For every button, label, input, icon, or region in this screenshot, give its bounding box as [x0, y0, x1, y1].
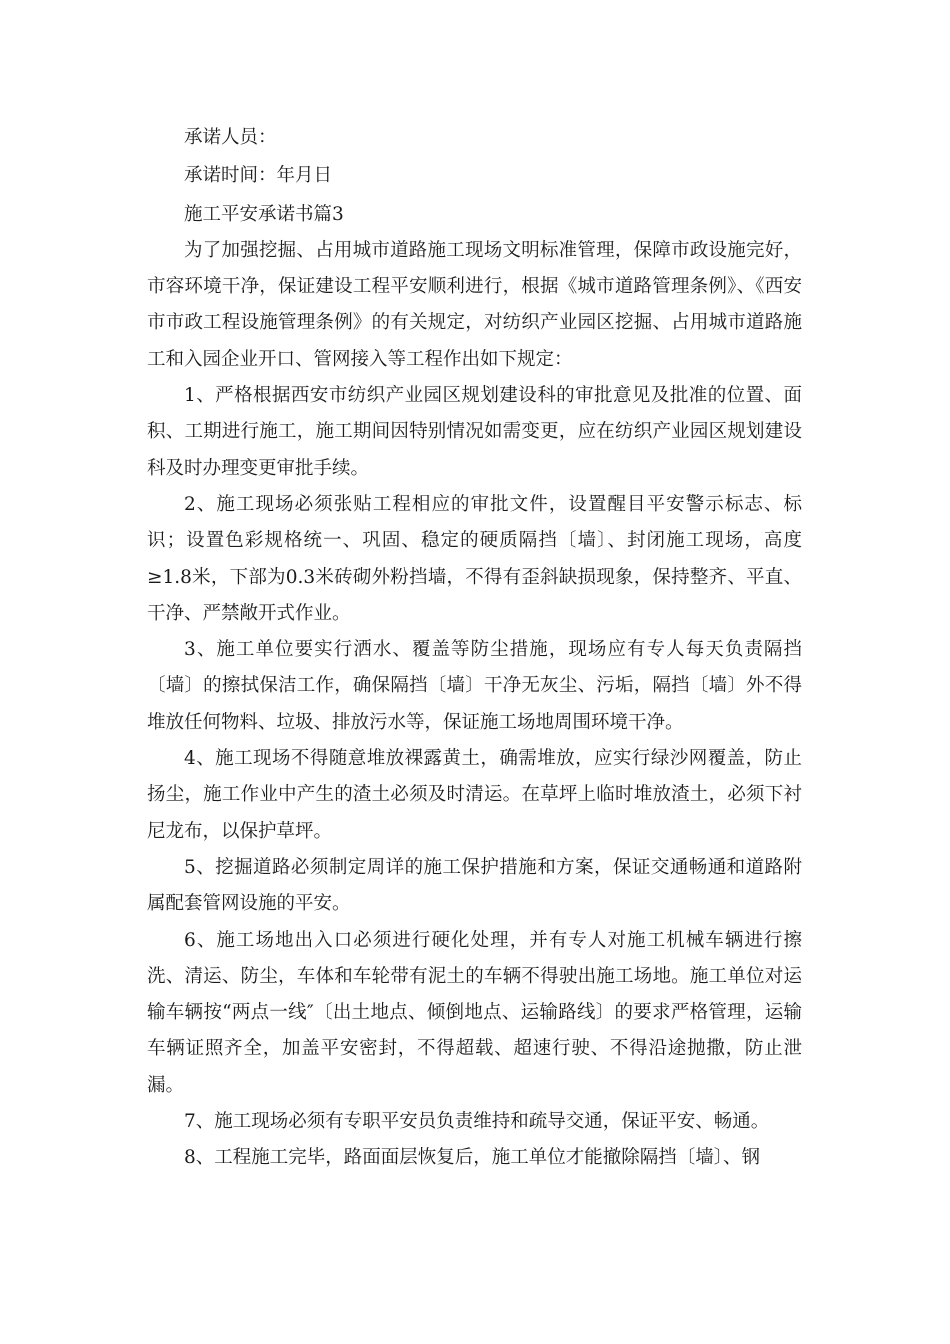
rule-item-5: 5、挖掘道路必须制定周详的施工保护措施和方案，保证交通畅通和道路附属配套管网设施的平安。: [147, 856, 802, 915]
rule-item-3: 3、施工单位要实行洒水、覆盖等防尘措施，现场应有专人每天负责隔挡〔墙〕的擦拭保洁工作，确保隔挡〔墙〕干净无灰尘、污垢，隔挡〔墙〕外不得堆放任何物料、垃圾、排放污水等，保证施工场地周围环境干净。: [147, 639, 802, 733]
signer-line: 承诺人员：: [184, 127, 277, 148]
rule-item-6: 6、施工场地出入口必须进行硬化处理，并有专人对施工机械车辆进行擦洗、清运、防尘，车体和车轮带有泥土的车辆不得驶出施工场地。施工单位对运输车辆按“两点一线″〔出土地点、倾倒地点、运输路线〕的要求严格管理，运输车辆证照齐全，加盖平安密封，不得超载、超速行驶、不得沿途抛撒，防止泄漏。: [147, 929, 802, 1096]
intro-paragraph: 为了加强挖掘、占用城市道路施工现场文明标准管理，保障市政设施完好，市容环境干净，保证建设工程平安顺利进行，根据《城市道路管理条例》、《西安市市政工程设施管理条例》的有关规定，对纺织产业园区挖掘、占用城市道路施工和入园企业开口、管网接入等工程作出如下规定：: [147, 239, 802, 370]
document-body: [147, 120, 802, 1177]
rule-item-7: 7、施工现场必须有专职平安员负责维持和疏导交通，保证平安、畅通。: [184, 1111, 770, 1133]
rule-item-2: 2、施工现场必须张贴工程相应的审批文件，设置醒目平安警示标志、标识；设置色彩规格统一、巩固、稳定的硬质隔挡〔墙〕、封闭施工现场，高度≥1.8米，下部为0.3米砖砌外粉挡墙，不得有歪斜缺损现象，保持整齐、平直、干净、严禁敞开式作业。: [147, 493, 802, 624]
rule-item-8: 8、工程施工完毕，路面面层恢复后，施工单位才能撤除隔挡〔墙〕、钢: [184, 1147, 761, 1169]
date-line: 承诺时间：年月日: [184, 165, 333, 187]
rule-item-4: 4、施工现场不得随意堆放裸露黄土，确需堆放，应实行绿沙网覆盖，防止扬尘，施工作业中产生的渣土必须及时清运。在草坪上临时堆放渣土，必须下衬尼龙布，以保护草坪。: [147, 748, 802, 842]
rule-item-1: 1、严格根据西安市纺织产业园区规划建设科的审批意见及批准的位置、面积、工期进行施工，施工期间因特别情况如需变更，应在纺织产业园区规划建设科及时办理变更审批手续。: [147, 385, 802, 479]
section-title: 施工平安承诺书篇3: [184, 203, 344, 225]
